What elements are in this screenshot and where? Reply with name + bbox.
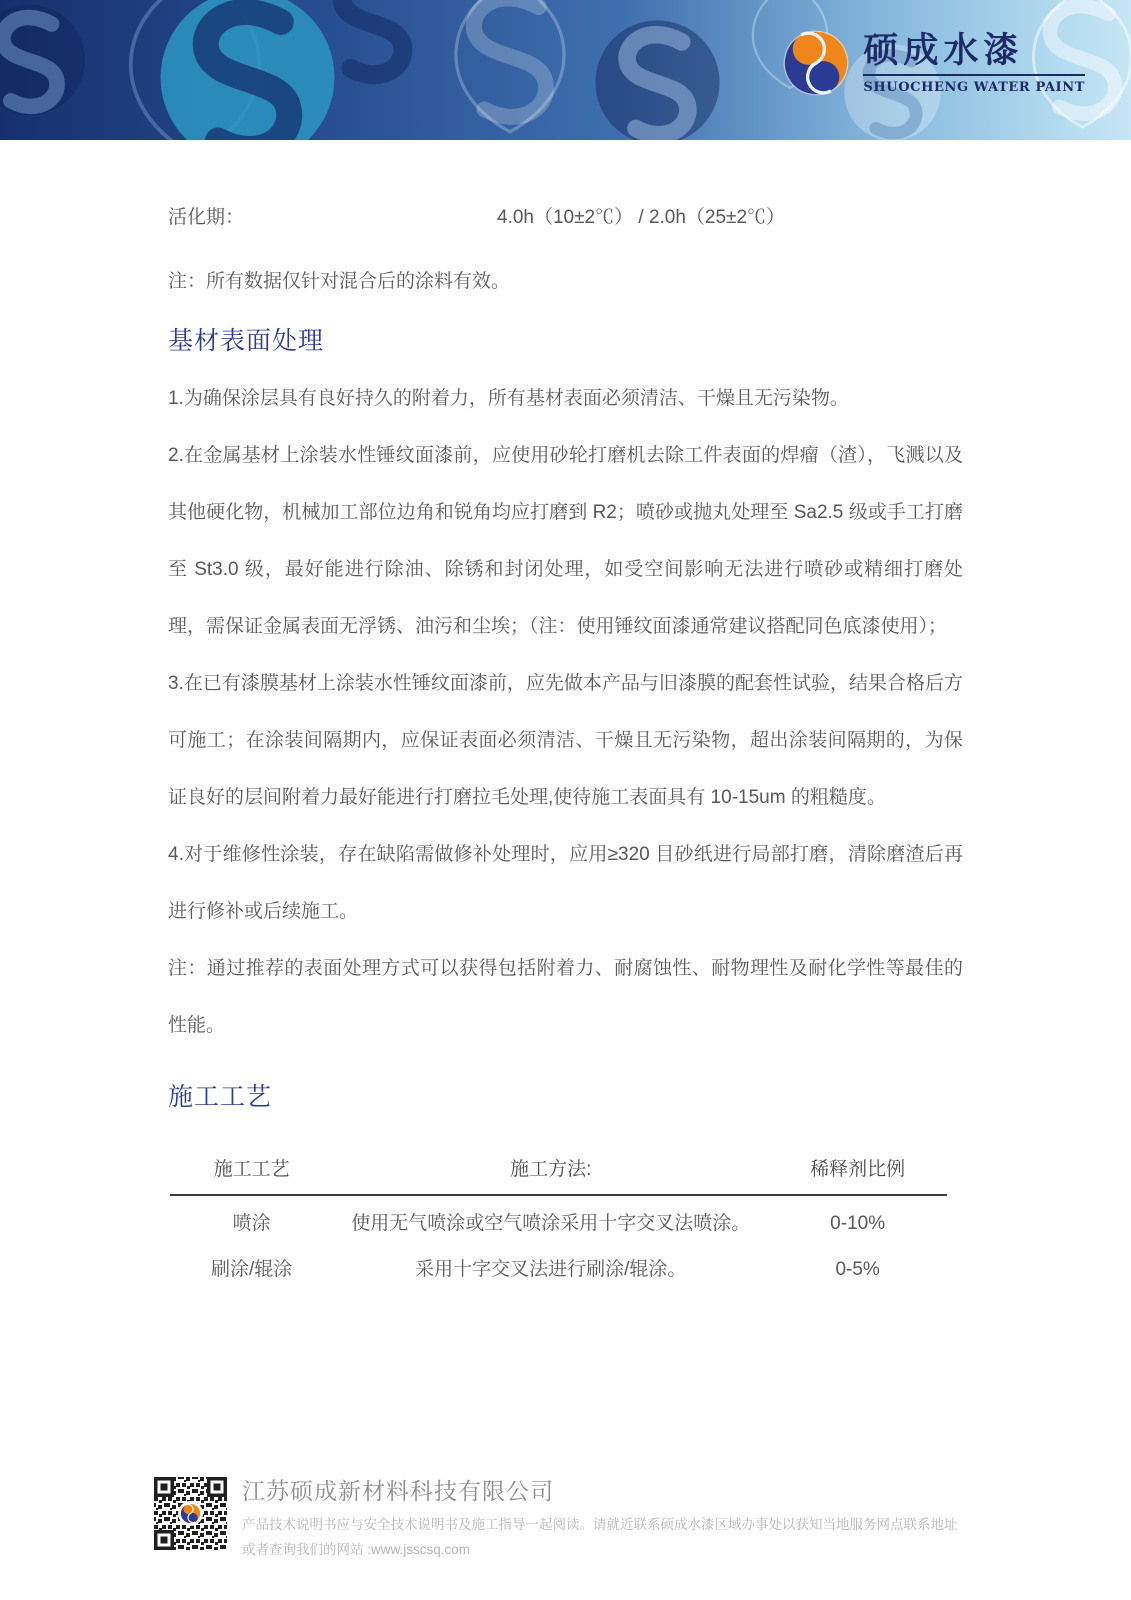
qr-finder-top-left	[154, 1477, 174, 1497]
cell-process-spray: 喷涂	[232, 1213, 271, 1234]
table-row	[170, 1242, 947, 1288]
document-body	[0, 204, 1131, 1288]
paragraph-1: 1.为确保涂层具有良好持久的附着力，所有基材表面必须清洁、干燥且无污染物。	[168, 388, 849, 409]
activation-period-value: 4.0h（10±2℃） / 2.0h（25±2℃）	[497, 207, 786, 228]
paragraph-3: 3.在已有漆膜基材上涂装水性锤纹面漆前，应先做本产品与旧漆膜的配套性试验，结果合格后方可施工；在涂装间隔期内，应保证表面必须清洁、干燥且无污染物，超出涂装间隔期的，为保证良好的层间附着力最好能进行打磨拉毛处理,使待施工表面具有 10-15um 的粗糙度。	[168, 673, 963, 808]
disclaimer-line-1: 产品技术说明书应与安全技术说明书及施工指导一起阅读。请就近联系硕成水漆区域办事处以获知当地服务网点联系地址	[242, 1517, 958, 1532]
activation-period-label: 活化期：	[168, 207, 245, 228]
surface-treatment-paragraphs	[168, 370, 963, 1054]
qr-finder-bottom-left	[154, 1530, 174, 1550]
table-header-method: 施工方法:	[333, 1156, 768, 1195]
footer-disclaimer	[242, 1512, 958, 1562]
brand-name-en: SHUOCHENG WATER PAINT	[863, 79, 1085, 95]
activation-period-row	[168, 204, 963, 232]
cell-ratio-spray: 0-10%	[830, 1213, 886, 1234]
cell-process-brush: 刷涂/辊涂	[210, 1259, 293, 1280]
application-process-table	[170, 1156, 947, 1288]
table-row	[170, 1195, 947, 1242]
company-name: 江苏硕成新材料科技有限公司	[242, 1478, 554, 1504]
qr-code	[152, 1475, 229, 1552]
disclaimer-line-2: 或者查询我们的网站 :www.jsscsq.com	[242, 1542, 471, 1557]
cell-method-spray: 使用无气喷涂或空气喷涂采用十字交叉法喷涂。	[351, 1213, 751, 1234]
table-header-thinner-ratio: 稀释剂比例	[768, 1156, 947, 1195]
cell-ratio-brush: 0-5%	[835, 1259, 880, 1280]
qr-finder-top-right	[207, 1477, 227, 1497]
page-footer	[152, 1475, 1012, 1562]
header-banner	[0, 0, 1131, 140]
brand-name-cn: 硕成水漆	[863, 30, 1024, 72]
swirl-logo-icon	[783, 30, 849, 96]
table-header-process: 施工工艺	[170, 1156, 333, 1195]
section-title-surface-treatment: 基材表面处理	[168, 327, 325, 355]
cell-method-brush: 采用十字交叉法进行刷涂/辊涂。	[415, 1259, 687, 1280]
mixed-data-note: 注：所有数据仅针对混合后的涂料有效。	[168, 271, 511, 292]
brand-divider	[863, 74, 1085, 76]
surface-treatment-note: 注：通过推荐的表面处理方式可以获得包括附着力、耐腐蚀性、耐物理性及耐化学性等最佳的性能。	[168, 958, 963, 1036]
paragraph-2: 2.在金属基材上涂装水性锤纹面漆前，应使用砂轮打磨机去除工件表面的焊瘤（渣），飞溅以及其他硬化物，机械加工部位边角和锐角均应打磨到 R2；喷砂或抛丸处理至 Sa2.5 级或手工打磨至 St3.0 级，最好能进行除油、除锈和封闭处理，如受空间影响无法进行喷砂或精细打磨处理，需保证金属表面无浮锈、油污和尘埃；（注：使用锤纹面漆通常建议搭配同色底漆使用）；	[168, 445, 963, 637]
table-header-row	[170, 1156, 947, 1195]
brand-logo	[783, 30, 1085, 96]
paragraph-4: 4.对于维修性涂装，存在缺陷需做修补处理时，应用≥320 目砂纸进行局部打磨，清除磨渣后再进行修补或后续施工。	[168, 844, 963, 922]
section-title-application-process: 施工工艺	[168, 1083, 273, 1111]
